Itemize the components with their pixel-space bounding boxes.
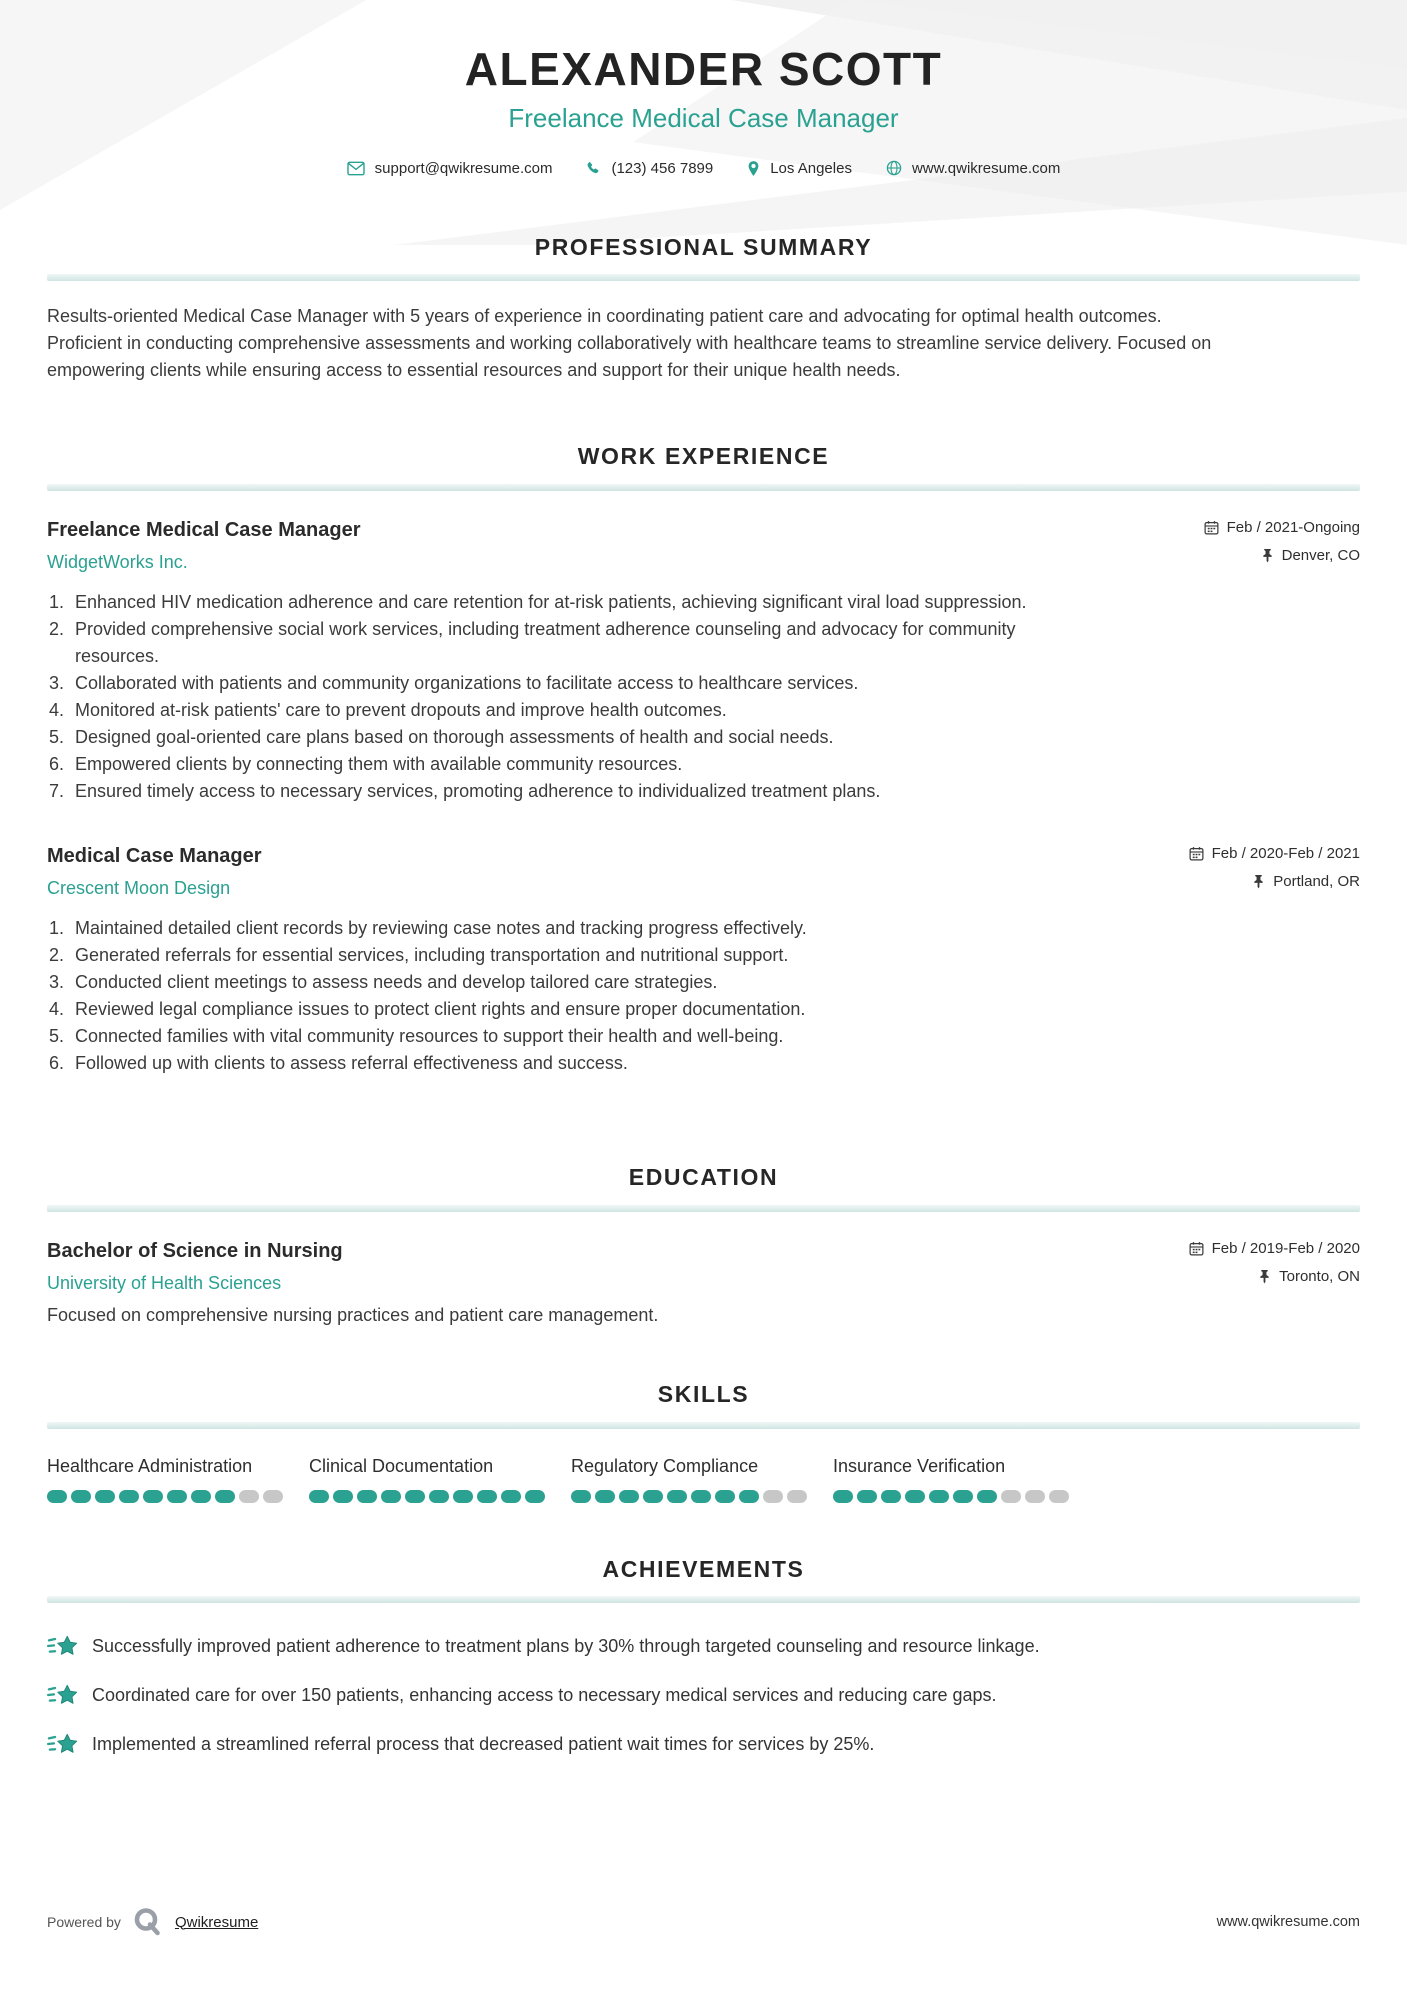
job-header-left — [47, 517, 360, 573]
job-bullet-list — [47, 589, 1097, 805]
education-degree: Bachelor of Science in Nursing — [47, 1239, 343, 1262]
contact-website[interactable] — [886, 160, 1060, 177]
contact-email-text: support@qwikresume.com — [374, 159, 553, 177]
summary-heading: PROFESSIONAL SUMMARY — [534, 233, 873, 260]
skill-bar-segment — [357, 1490, 377, 1503]
skill-item — [833, 1456, 1073, 1503]
skill-bar-segment — [239, 1490, 259, 1503]
shooting-star-icon — [47, 1682, 79, 1709]
skill-name: Insurance Verification — [833, 1455, 1006, 1476]
education-school: University of Health Sciences — [47, 1272, 282, 1293]
skill-bar-segment — [119, 1490, 139, 1503]
skill-bar-segment — [619, 1490, 639, 1503]
job-dates: Feb / 2021-Ongoing — [1226, 519, 1360, 537]
resume-header — [0, 0, 1407, 177]
job-company: WidgetWorks Inc. — [47, 552, 188, 573]
skill-bar-segment — [405, 1490, 425, 1503]
summary-text: Results-oriented Medical Case Manager with 5 years of experience in coordinating patient care and advocating for optimal health outcomes. Proficient in conducting comprehensive assessments and working collaboratively with healthcare teams to streamline service delivery. Focused on empowering clients while ensuring access to essential resources and support for their unique health needs. — [47, 306, 1212, 381]
job-bullet: Generated referrals for essential services, including transportation and nutritional support. — [75, 945, 789, 966]
education-location-row — [1189, 1268, 1360, 1285]
job-entry — [47, 843, 1360, 1077]
skill-bar-segment — [953, 1490, 973, 1503]
pushpin-icon — [1261, 548, 1274, 563]
job-meta — [1189, 843, 1360, 890]
job-title: Freelance Medical Case Manager — [47, 519, 361, 542]
education-dates: Feb / 2019-Feb / 2020 — [1211, 1239, 1360, 1257]
skill-bar-segment — [787, 1490, 807, 1503]
contact-email[interactable] — [347, 160, 553, 177]
skill-bar-segment — [381, 1490, 401, 1503]
job-bullet: Connected families with vital community resources to support their health and well-being. — [75, 1026, 784, 1047]
qwikresume-brand-link[interactable]: Qwikresume — [174, 1913, 259, 1931]
job-location: Portland, OR — [1273, 873, 1360, 891]
section-skills — [0, 1380, 1407, 1503]
job-bullet: Maintained detailed client records by reviewing case notes and tracking progress effectively. — [75, 918, 807, 939]
page-footer — [47, 1906, 1360, 1938]
skill-bar-segment — [501, 1490, 521, 1503]
section-work-experience — [0, 442, 1407, 1077]
job-bullet: Empowered clients by connecting them with available community resources. — [75, 754, 683, 775]
skill-bar-segment — [929, 1490, 949, 1503]
skill-bar-segment — [477, 1490, 497, 1503]
skill-bar-segment — [1001, 1490, 1021, 1503]
skill-bar-segment — [643, 1490, 663, 1503]
contact-location-text: Los Angeles — [770, 159, 852, 177]
skill-bar-segment — [691, 1490, 711, 1503]
skill-name: Regulatory Compliance — [571, 1455, 759, 1476]
skill-bar-segment — [739, 1490, 759, 1503]
job-header-left — [47, 843, 262, 899]
skill-bar-segment — [333, 1490, 353, 1503]
section-divider — [47, 1422, 1360, 1429]
skill-bar-segment — [525, 1490, 545, 1503]
skill-bar-segment — [429, 1490, 449, 1503]
skill-bar-segment — [143, 1490, 163, 1503]
achievement-item — [47, 1731, 1360, 1758]
section-achievements — [0, 1555, 1407, 1759]
job-bullet: Ensured timely access to necessary services, promoting adherence to individualized treatment plans. — [75, 781, 881, 802]
job-company: Crescent Moon Design — [47, 878, 231, 899]
skill-item — [309, 1456, 549, 1503]
skill-bar-segment — [881, 1490, 901, 1503]
skills-heading: SKILLS — [657, 1380, 750, 1407]
skill-bar-segment — [191, 1490, 211, 1503]
skill-bar-segment — [715, 1490, 735, 1503]
globe-icon — [886, 160, 902, 176]
achievement-text: Coordinated care for over 150 patients, enhancing access to necessary medical services and reducing care gaps. — [92, 1685, 997, 1706]
powered-by — [47, 1906, 258, 1938]
contact-row — [0, 160, 1407, 177]
candidate-name: ALEXANDER SCOTT — [464, 43, 943, 95]
skills-grid — [47, 1456, 1360, 1503]
section-education — [0, 1163, 1407, 1326]
skill-bar-segment — [571, 1490, 591, 1503]
achievements-list — [47, 1633, 1360, 1758]
education-description: Focused on comprehensive nursing practices and patient care management. — [47, 1304, 659, 1325]
shooting-star-icon — [47, 1633, 79, 1660]
calendar-icon — [1204, 520, 1219, 535]
contact-location — [747, 160, 852, 177]
skill-bar-segment — [215, 1490, 235, 1503]
education-header-left — [47, 1238, 343, 1294]
job-bullet-list — [47, 915, 1097, 1077]
skill-bar-segment — [977, 1490, 997, 1503]
section-divider — [47, 484, 1360, 491]
location-pin-icon — [747, 160, 760, 177]
achievement-item — [47, 1633, 1360, 1660]
job-bullet: Provided comprehensive social work services, including treatment adherence counseling and advocacy for community resources. — [75, 619, 1016, 667]
skill-bar-segment — [1025, 1490, 1045, 1503]
skill-bar-segment — [71, 1490, 91, 1503]
skill-name: Healthcare Administration — [47, 1455, 253, 1476]
qwikresume-logo-icon — [132, 1906, 164, 1938]
calendar-icon — [1189, 846, 1204, 861]
job-bullet: Designed goal-oriented care plans based on thorough assessments of health and social needs. — [75, 727, 834, 748]
skill-bar-segment — [905, 1490, 925, 1503]
work-heading: WORK EXPERIENCE — [577, 443, 830, 470]
skill-bar-segment — [833, 1490, 853, 1503]
education-heading: EDUCATION — [628, 1164, 779, 1191]
contact-phone[interactable] — [586, 160, 713, 177]
skill-level-bar — [833, 1490, 1073, 1503]
job-location: Denver, CO — [1281, 547, 1360, 565]
skill-item — [571, 1456, 811, 1503]
section-professional-summary — [0, 233, 1407, 385]
section-divider — [47, 1596, 1360, 1603]
skill-bar-segment — [263, 1490, 283, 1503]
footer-website-link[interactable]: www.qwikresume.com — [1216, 1914, 1360, 1930]
job-dates-row — [1189, 845, 1360, 862]
skill-bar-segment — [667, 1490, 687, 1503]
achievement-item — [47, 1682, 1360, 1709]
pushpin-icon — [1258, 1269, 1271, 1284]
candidate-job-title: Freelance Medical Case Manager — [508, 102, 899, 133]
job-entry — [47, 517, 1360, 805]
skill-bar-segment — [857, 1490, 877, 1503]
job-bullet: Reviewed legal compliance issues to protect client rights and ensure proper documentation. — [75, 999, 806, 1020]
education-entry — [47, 1238, 1360, 1326]
section-divider — [47, 274, 1360, 281]
shooting-star-icon — [47, 1731, 79, 1758]
education-location: Toronto, ON — [1279, 1267, 1360, 1285]
skill-bar-segment — [309, 1490, 329, 1503]
contact-website-text: www.qwikresume.com — [911, 159, 1061, 177]
job-bullet: Conducted client meetings to assess needs and develop tailored care strategies. — [75, 972, 718, 993]
job-bullet: Collaborated with patients and community organizations to facilitate access to healthcare services. — [75, 673, 859, 694]
achievement-text: Successfully improved patient adherence to treatment plans by 30% through targeted counseling and resource linkage. — [92, 1636, 1040, 1657]
skill-item — [47, 1456, 287, 1503]
phone-icon — [586, 161, 601, 176]
skill-level-bar — [309, 1490, 549, 1503]
skill-bar-segment — [95, 1490, 115, 1503]
education-dates-row — [1189, 1240, 1360, 1257]
job-bullet: Enhanced HIV medication adherence and care retention for at-risk patients, achieving significant viral load suppression. — [75, 592, 1027, 613]
job-bullet: Monitored at-risk patients' care to prevent dropouts and improve health outcomes. — [75, 700, 727, 721]
contact-phone-text: (123) 456 7899 — [611, 159, 714, 177]
education-header — [47, 1238, 1360, 1294]
skill-bar-segment — [1049, 1490, 1069, 1503]
email-icon — [347, 161, 365, 176]
skill-bar-segment — [453, 1490, 473, 1503]
calendar-icon — [1189, 1241, 1204, 1256]
skill-bar-segment — [167, 1490, 187, 1503]
pushpin-icon — [1252, 874, 1265, 889]
skill-level-bar — [47, 1490, 287, 1503]
education-meta — [1189, 1238, 1360, 1285]
skill-bar-segment — [763, 1490, 783, 1503]
job-bullet: Followed up with clients to assess referral effectiveness and success. — [75, 1053, 628, 1074]
job-dates-row — [1204, 519, 1360, 536]
job-title: Medical Case Manager — [47, 845, 262, 868]
skill-bar-segment — [595, 1490, 615, 1503]
job-dates: Feb / 2020-Feb / 2021 — [1211, 845, 1360, 863]
section-divider — [47, 1205, 1360, 1212]
skill-level-bar — [571, 1490, 811, 1503]
skill-bar-segment — [47, 1490, 67, 1503]
achievement-text: Implemented a streamlined referral process that decreased patient wait times for services by 25%. — [92, 1734, 875, 1755]
job-header — [47, 517, 1360, 573]
job-location-row — [1189, 873, 1360, 890]
achievements-heading: ACHIEVEMENTS — [602, 1555, 805, 1582]
skill-name: Clinical Documentation — [309, 1455, 494, 1476]
job-meta — [1204, 517, 1360, 564]
job-header — [47, 843, 1360, 899]
job-location-row — [1204, 547, 1360, 564]
powered-by-label: Powered by — [47, 1914, 121, 1930]
